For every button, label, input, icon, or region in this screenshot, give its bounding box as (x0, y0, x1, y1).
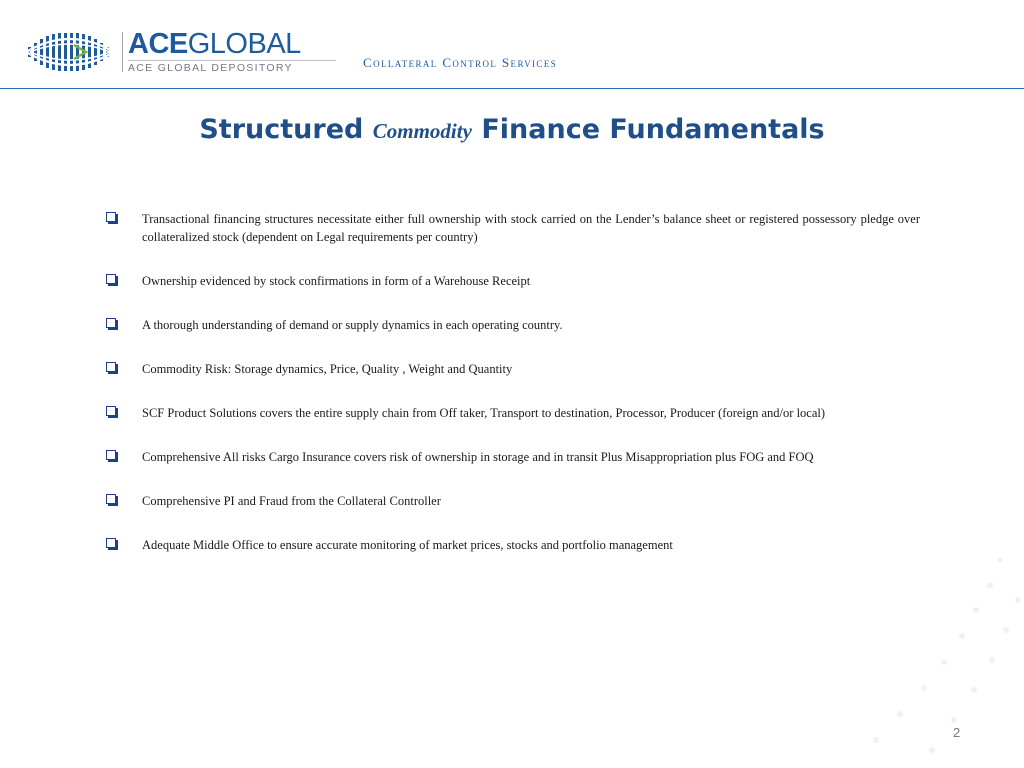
bullet-text: Adequate Middle Office to ensure accurate monitoring of market prices, stocks and portfolio management (142, 538, 673, 552)
bullet-text: SCF Product Solutions covers the entire supply chain from Off taker, Transport to destination, Processor, Producer (foreign and/or local) (142, 406, 826, 420)
checkbox-bullet-icon (106, 274, 116, 284)
logo-divider (122, 32, 123, 72)
checkbox-bullet-icon (106, 494, 116, 504)
header-tagline: Collateral Control Services (363, 55, 558, 70)
checkbox-bullet-icon (106, 318, 116, 328)
title-part-commodity: Commodity (372, 119, 472, 143)
globe-stripes-icon (26, 32, 116, 72)
bullet-item (104, 210, 920, 246)
title-part-structured: Structured (199, 114, 364, 145)
background-decoration (700, 540, 1024, 768)
bullet-text: Transactional financing structures necessitate either full ownership with stock carried on the Lender’s balance sheet or registered possessory pledge over collateralized stock (dependent on Legal requirements per country) (142, 212, 920, 244)
logo-text-bold: ACE (128, 28, 188, 60)
header-divider (0, 88, 1024, 89)
checkbox-bullet-icon (106, 538, 116, 548)
bullet-text: Ownership evidenced by stock confirmations in form of a Warehouse Receipt (142, 274, 531, 288)
bullet-item (104, 316, 920, 334)
checkbox-bullet-icon (106, 362, 116, 372)
company-logo (26, 30, 346, 74)
slide-title (0, 114, 1024, 145)
bullet-text: Comprehensive PI and Fraud from the Collateral Controller (142, 494, 441, 508)
bullet-item (104, 360, 920, 378)
bullet-item (104, 404, 920, 422)
checkbox-bullet-icon (106, 450, 116, 460)
bullet-list (104, 210, 920, 580)
bullet-text: Comprehensive All risks Cargo Insurance covers risk of ownership in storage and in transit Plus Misappropriation plus FOG and FOQ (142, 450, 814, 464)
logo-subtitle: ACE GLOBAL DEPOSITORY (128, 60, 336, 75)
bullet-text: A thorough understanding of demand or supply dynamics in each operating country. (142, 318, 563, 332)
checkbox-bullet-icon (106, 212, 116, 222)
checkbox-bullet-icon (106, 406, 116, 416)
title-part-finance-fundamentals: Finance Fundamentals (481, 114, 825, 145)
logo-wordmark (128, 28, 301, 60)
bullet-item (104, 492, 920, 510)
bullet-item (104, 272, 920, 290)
logo-text-light: GLOBAL (187, 28, 301, 60)
page-number: 2 (953, 725, 961, 740)
bullet-text: Commodity Risk: Storage dynamics, Price, Quality , Weight and Quantity (142, 362, 513, 376)
bullet-item (104, 448, 920, 466)
